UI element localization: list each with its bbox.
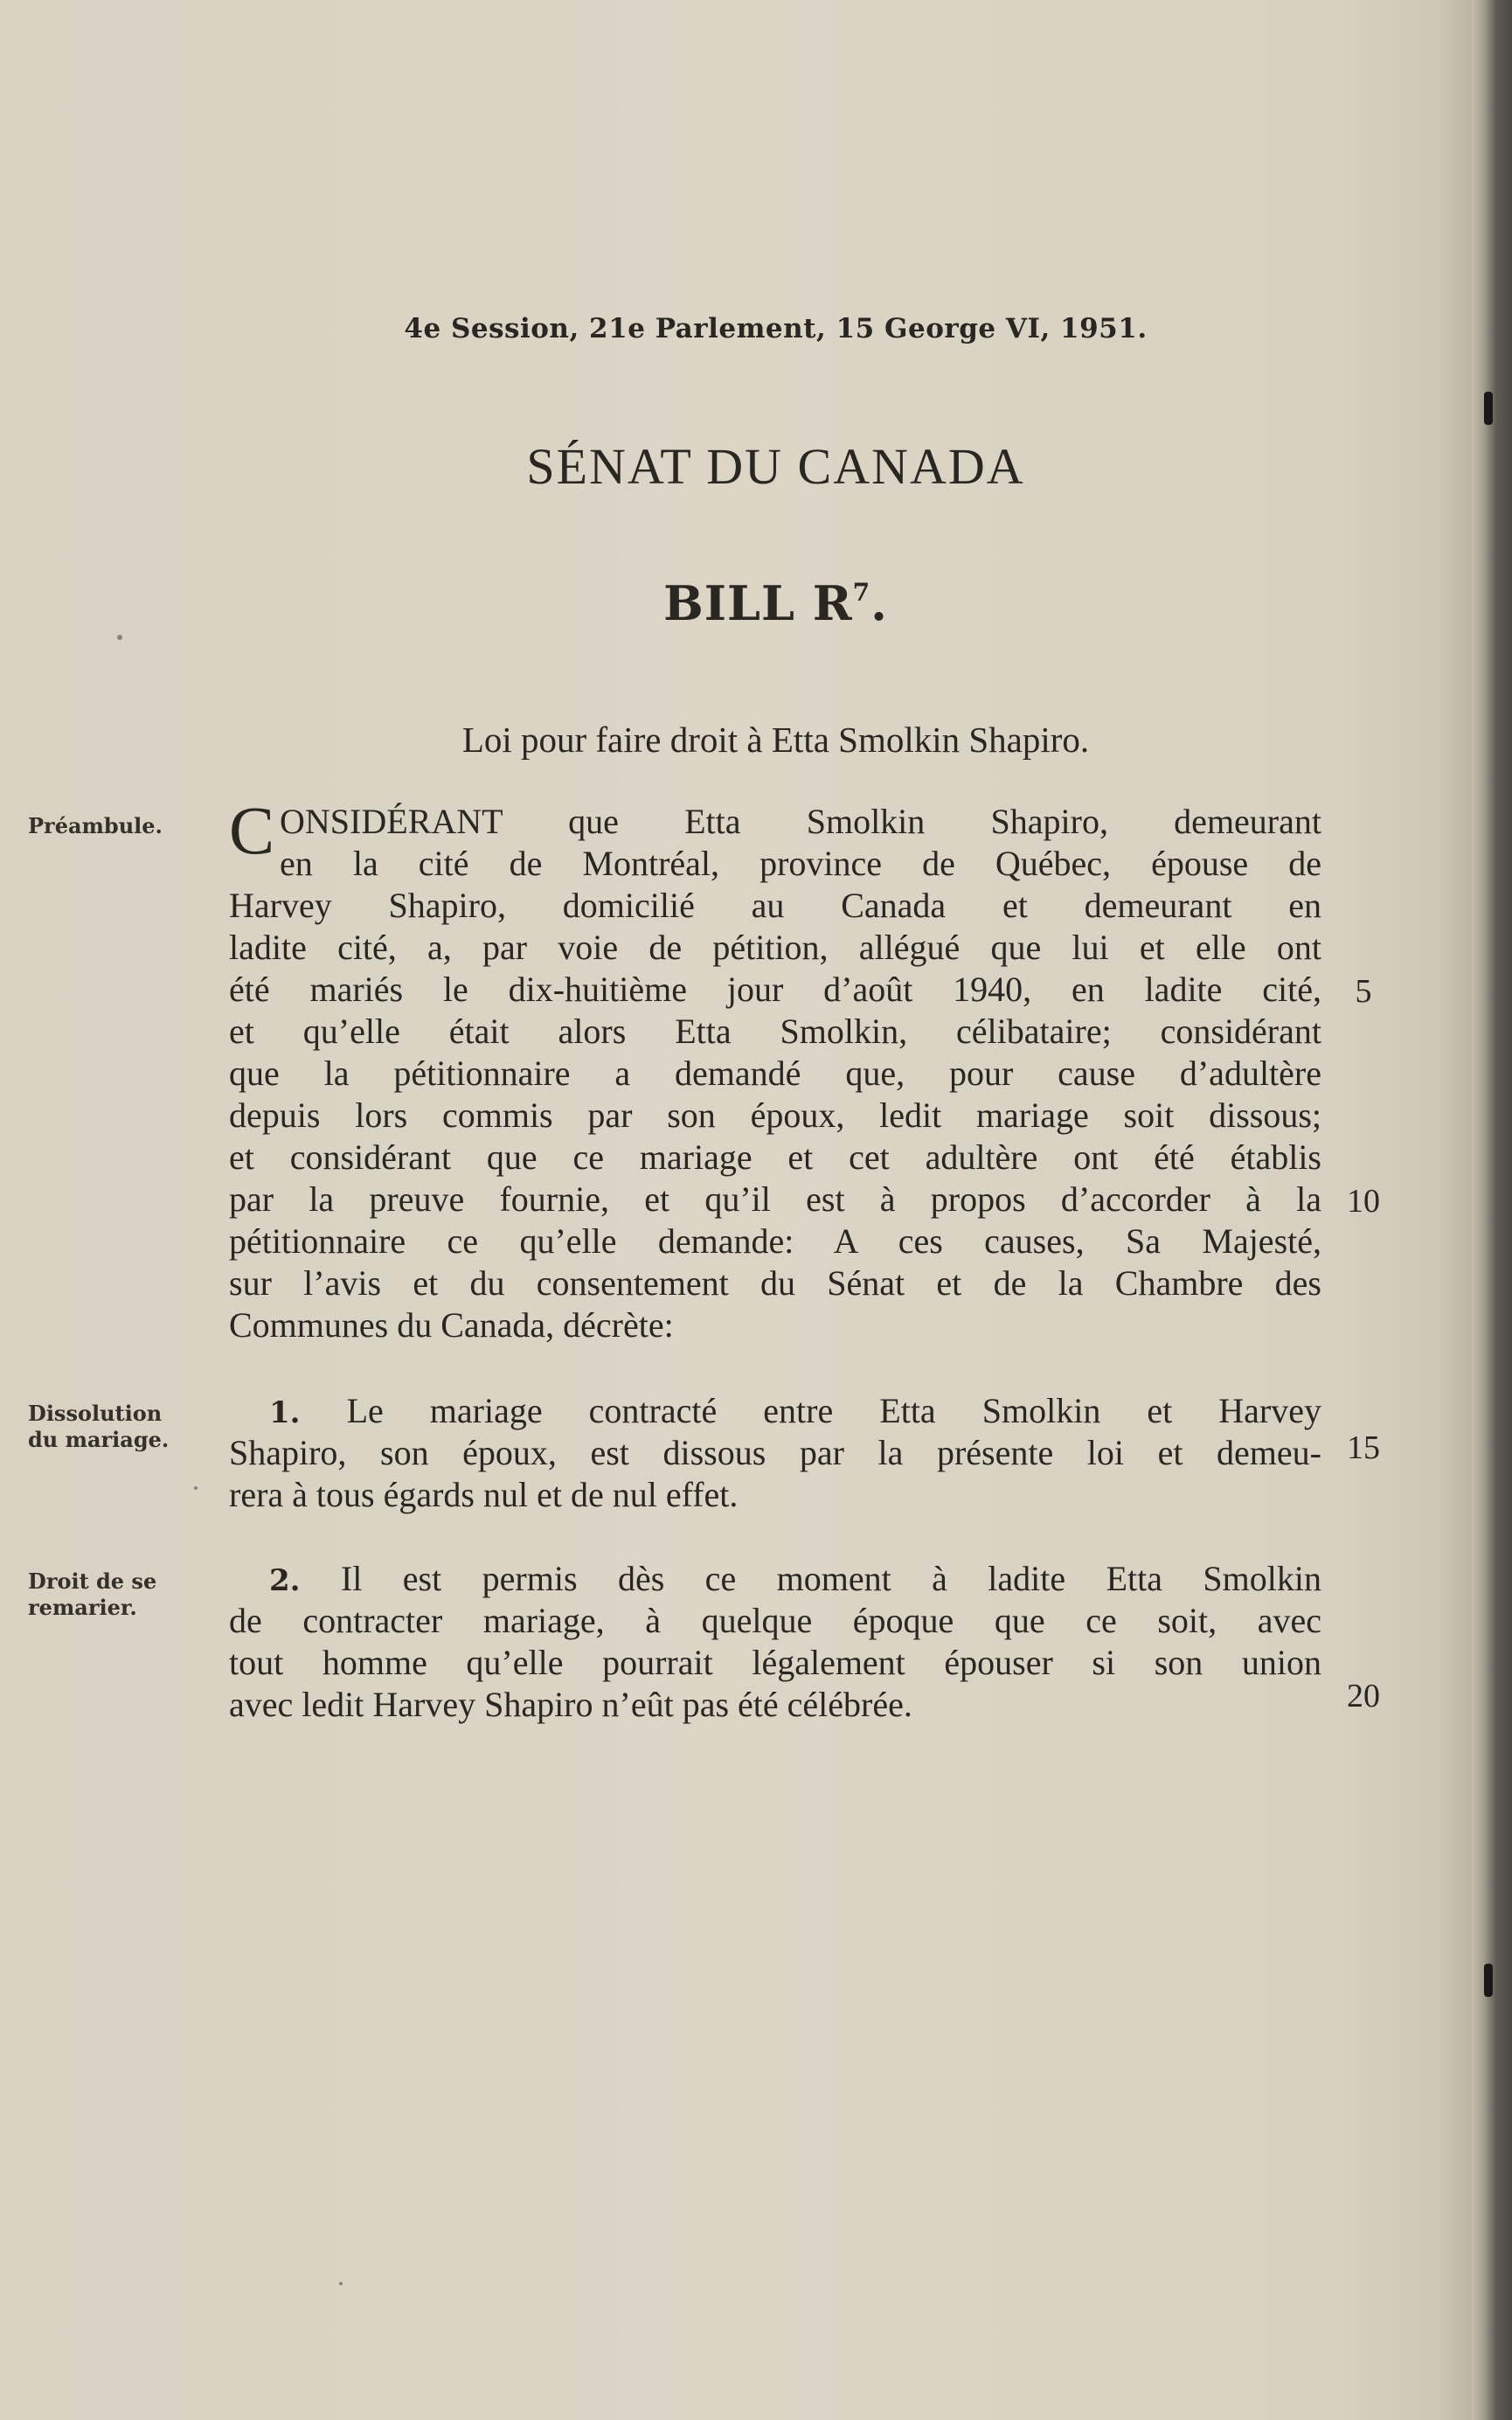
spine-mark: [1484, 392, 1493, 425]
preamble-paragraph: [229, 792, 1321, 1346]
margin-note-line: remarier.: [28, 1595, 137, 1620]
text-line: depuis lors commis par son époux, ledit mariage soit dissous;: [229, 1095, 1321, 1135]
text-line: pétitionnaire ce qu’elle demande: A ces causes, Sa Majesté,: [229, 1221, 1321, 1261]
margin-note-dissolution: [28, 1401, 203, 1453]
line-number: 5: [1355, 973, 1372, 1010]
text-line: et qu’elle était alors Etta Smolkin, célibataire; considérant: [229, 1012, 1321, 1051]
spine-mark: [1484, 1964, 1493, 1997]
line-number: 10: [1347, 1183, 1380, 1220]
text-line: Harvey Shapiro, domicilié au Canada et demeurant en: [229, 886, 1321, 925]
paper-speck: [339, 2282, 343, 2285]
margin-note-line: du mariage.: [28, 1427, 170, 1452]
article-first-line: Il est permis dès ce moment à ladite Etta Smolkin: [340, 1559, 1322, 1598]
bill-title: [0, 575, 1512, 631]
book-spine: [1472, 0, 1512, 2420]
text-line: rera à tous égards nul et de nul effet.: [229, 1475, 739, 1514]
paper-speck: [117, 635, 122, 640]
senate-title: SÉNAT DU CANADA: [526, 438, 1025, 495]
text-line: de contracter mariage, à quelque époque que ce soit, avec: [229, 1601, 1321, 1640]
line-number: 15: [1347, 1429, 1380, 1466]
paper-speck: [194, 1486, 198, 1490]
text-line: Communes du Canada, décrète:: [229, 1305, 674, 1345]
margin-note-preamble: [28, 813, 203, 839]
session-line: 4e Session, 21e Parlement, 15 George VI, 1951.: [404, 313, 1148, 344]
bill-suffix: .: [870, 575, 888, 631]
text-line: en la cité de Montréal, province de Québec, épouse de: [280, 844, 1321, 883]
bill-prefix: BILL R: [663, 575, 853, 631]
article-1: [229, 1390, 1321, 1516]
dropcap: C: [229, 792, 275, 868]
text-line: que la pétitionnaire a demandé que, pour cause d’adultère: [229, 1054, 1321, 1093]
text-line: sur l’avis et du consentement du Sénat et de la Chambre des: [229, 1263, 1321, 1303]
article-first-line: Le mariage contracté entre Etta Smolkin et Harvey: [346, 1391, 1321, 1430]
bill-subtitle: Loi pour faire droit à Etta Smolkin Shapiro.: [461, 720, 1090, 760]
margin-note-preamble-text: Préambule.: [28, 813, 163, 838]
margin-note-line: Dissolution: [28, 1401, 163, 1426]
line-number: 20: [1347, 1678, 1380, 1714]
margin-note-line: Droit de se: [28, 1568, 157, 1594]
text-line: et considérant que ce mariage et cet adultère ont été établis: [229, 1137, 1321, 1177]
text-line: été mariés le dix-huitième jour d’août 1940, en ladite cité,: [229, 970, 1321, 1009]
text-line: avec ledit Harvey Shapiro n’eût pas été célébrée.: [229, 1685, 912, 1724]
article-number: 1.: [269, 1395, 301, 1430]
text-line: [229, 1558, 1321, 1600]
text-line: Shapiro, son époux, est dissous par la présente loi et demeu-: [229, 1433, 1321, 1472]
margin-note-remarry: [28, 1568, 203, 1621]
text-line: tout homme qu’elle pourrait légalement épouser si son union: [229, 1643, 1321, 1682]
text-line: ONSIDÉRANT que Etta Smolkin Shapiro, demeurant: [280, 802, 1321, 841]
article-number: 2.: [269, 1563, 301, 1598]
text-line: ladite cité, a, par voie de pétition, allégué que lui et elle ont: [229, 928, 1321, 967]
text-line: [229, 1390, 1321, 1432]
text-line: par la preuve fournie, et qu’il est à propos d’accorder à la: [229, 1179, 1321, 1219]
bill-number-sup: 7: [852, 578, 871, 607]
article-2: [229, 1558, 1321, 1726]
